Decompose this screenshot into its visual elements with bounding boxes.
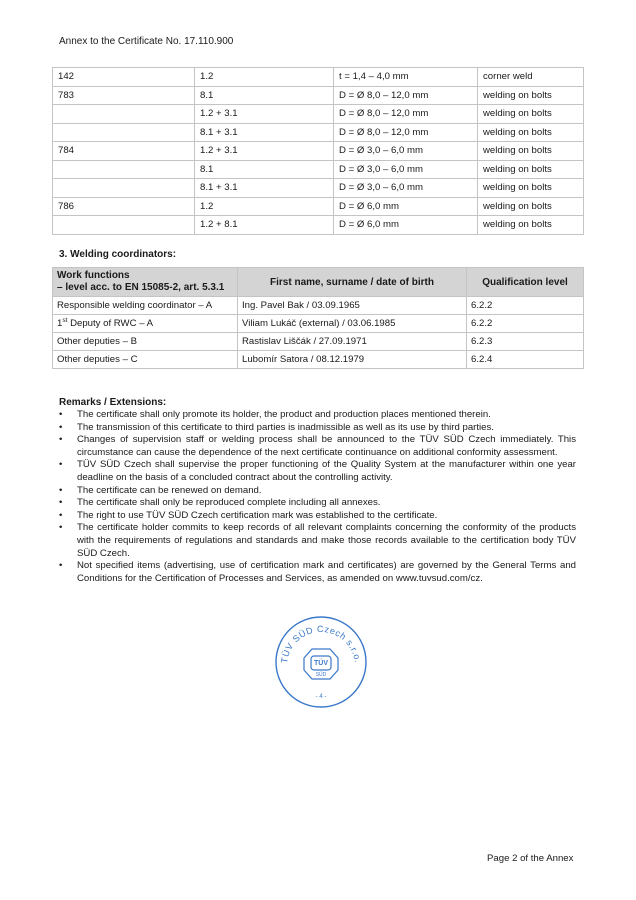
process-number-cell: 783 [53,86,195,105]
stamp-logo-top: TÜV [314,660,328,667]
page-footer: Page 2 of the Annex [487,853,574,864]
table-row [53,315,584,333]
weld-type-cell: welding on bolts [478,123,584,142]
process-table [52,67,584,235]
remark-text: Not specified items (advertising, use of certification mark and certificates) are governed by the General Terms and Conditions for the Certification of Processes and Services, as amended on www.tuvsud.com/cz. [77,560,576,584]
remark-text: TÜV SÜD Czech shall supervise the proper functioning of the Quality System at the manufacturer within one year deadline on the basis of a concluded contract about the controlling activity. [77,459,576,483]
qualification-level-cell: 6.2.3 [467,333,584,351]
header-name-birth: First name, surname / date of birth [238,268,467,297]
list-item [59,409,576,422]
work-function-cell: Other deputies – C [53,351,238,369]
process-number-cell [53,123,195,142]
list-item [59,522,576,560]
qualification-level-cell: 6.2.2 [467,297,584,315]
table-row [53,105,584,124]
dimension-range-cell: D = Ø 6,0 mm [334,197,478,216]
dimension-range-cell: D = Ø 8,0 – 12,0 mm [334,123,478,142]
work-function-cell: Responsible welding coordinator – A [53,297,238,315]
table-row [53,216,584,235]
list-item [59,459,576,484]
material-group-cell: 1.2 + 3.1 [195,105,334,124]
process-number-cell: 786 [53,197,195,216]
weld-type-cell: welding on bolts [478,142,584,161]
bullet-icon: • [59,434,63,446]
table-row [53,333,584,351]
material-group-cell: 8.1 [195,86,334,105]
dimension-range-cell: D = Ø 3,0 – 6,0 mm [334,160,478,179]
process-number-cell: 784 [53,142,195,161]
table-row [53,86,584,105]
list-item [59,422,576,435]
list-item [59,510,576,523]
stamp-arc-text: TÜV SÜD Czech s.r.o. [279,623,363,664]
remarks-title: Remarks / Extensions: [59,397,167,408]
work-function-cell: Other deputies – B [53,333,238,351]
material-group-cell: 1.2 + 8.1 [195,216,334,235]
process-number-cell [53,105,195,124]
list-item [59,485,576,498]
table-row [53,123,584,142]
material-group-cell: 1.2 + 3.1 [195,142,334,161]
weld-type-cell: welding on bolts [478,160,584,179]
remark-text: The certificate can be renewed on demand. [77,484,262,496]
bullet-icon: • [59,484,63,496]
weld-type-cell: welding on bolts [478,216,584,235]
material-group-cell: 8.1 [195,160,334,179]
weld-type-cell: welding on bolts [478,105,584,124]
dimension-range-cell: D = Ø 6,0 mm [334,216,478,235]
remark-text: The certificate shall only be reproduced complete including all annexes. [77,497,381,509]
list-item [59,560,576,585]
header-qualification-level: Qualification level [467,268,584,297]
remark-text: The certificate shall only promote its holder, the product and production places mentioned therein. [77,409,491,420]
dimension-range-cell: D = Ø 8,0 – 12,0 mm [334,105,478,124]
remark-text: The transmission of this certificate to third parties is inadmissible as well as its use by third parties. [77,421,494,433]
weld-type-cell: welding on bolts [478,86,584,105]
annex-header: Annex to the Certificate No. 17.110.900 [59,36,234,47]
bullet-icon: • [59,522,63,534]
qualification-level-cell: 6.2.4 [467,351,584,369]
section-title-welding-coordinators: 3. Welding coordinators: [59,249,177,260]
name-birth-cell: Viliam Lukáč (external) / 03.06.1985 [238,315,467,333]
welding-coordinators-table [52,267,584,369]
stamp-logo-bottom: SÜD [315,672,327,678]
dimension-range-cell: t = 1,4 – 4,0 mm [334,68,478,87]
name-birth-cell: Ing. Pavel Bak / 03.09.1965 [238,297,467,315]
table-row [53,142,584,161]
weld-type-cell: corner weld [478,68,584,87]
material-group-cell: 8.1 + 3.1 [195,123,334,142]
table-row [53,68,584,87]
dimension-range-cell: D = Ø 8,0 – 12,0 mm [334,86,478,105]
list-item [59,434,576,459]
bullet-icon: • [59,421,63,433]
weld-type-cell: welding on bolts [478,197,584,216]
process-number-cell [53,179,195,198]
process-number-cell [53,160,195,179]
stamp-number: - 4 - [315,694,327,700]
bullet-icon: • [59,459,63,471]
table-row [53,179,584,198]
name-birth-cell: Lubomír Satora / 08.12.1979 [238,351,467,369]
table-row [53,351,584,369]
bullet-icon: • [59,560,63,572]
bullet-icon: • [59,509,63,521]
table-header-row [53,268,584,297]
weld-type-cell: welding on bolts [478,179,584,198]
list-item [59,497,576,510]
table-row [53,160,584,179]
table-row [53,297,584,315]
remark-text: Changes of supervision staff or welding process shall be announced to the TÜV SÜD Czech immediately. This circumstance can cause the dependence of the next certificate continuance on additional conformity assessment. [77,434,576,458]
dimension-range-cell: D = Ø 3,0 – 6,0 mm [334,142,478,161]
material-group-cell: 1.2 [195,68,334,87]
process-number-cell [53,216,195,235]
process-number-cell: 142 [53,68,195,87]
qualification-level-cell: 6.2.2 [467,315,584,333]
work-function-cell: 1st Deputy of RWC – A [53,315,238,333]
tuv-sud-stamp [266,614,376,710]
remarks-list [59,409,576,585]
bullet-icon: • [59,409,63,420]
table-row [53,197,584,216]
dimension-range-cell: D = Ø 3,0 – 6,0 mm [334,179,478,198]
bullet-icon: • [59,497,63,509]
header-work-functions: Work functions – level acc. to EN 15085-2, art. 5.3.1 [53,268,238,297]
material-group-cell: 1.2 [195,197,334,216]
remark-text: The right to use TÜV SÜD Czech certification mark was established to the certificate. [77,509,438,521]
name-birth-cell: Rastislav Liščák / 27.09.1971 [238,333,467,351]
remark-text: The certificate holder commits to keep records of all relevant complaints concerning the conformity of the products with the requirements of regulations and standards and make those records available to the certification body TÜV SÜD Czech. [77,522,576,559]
material-group-cell: 8.1 + 3.1 [195,179,334,198]
